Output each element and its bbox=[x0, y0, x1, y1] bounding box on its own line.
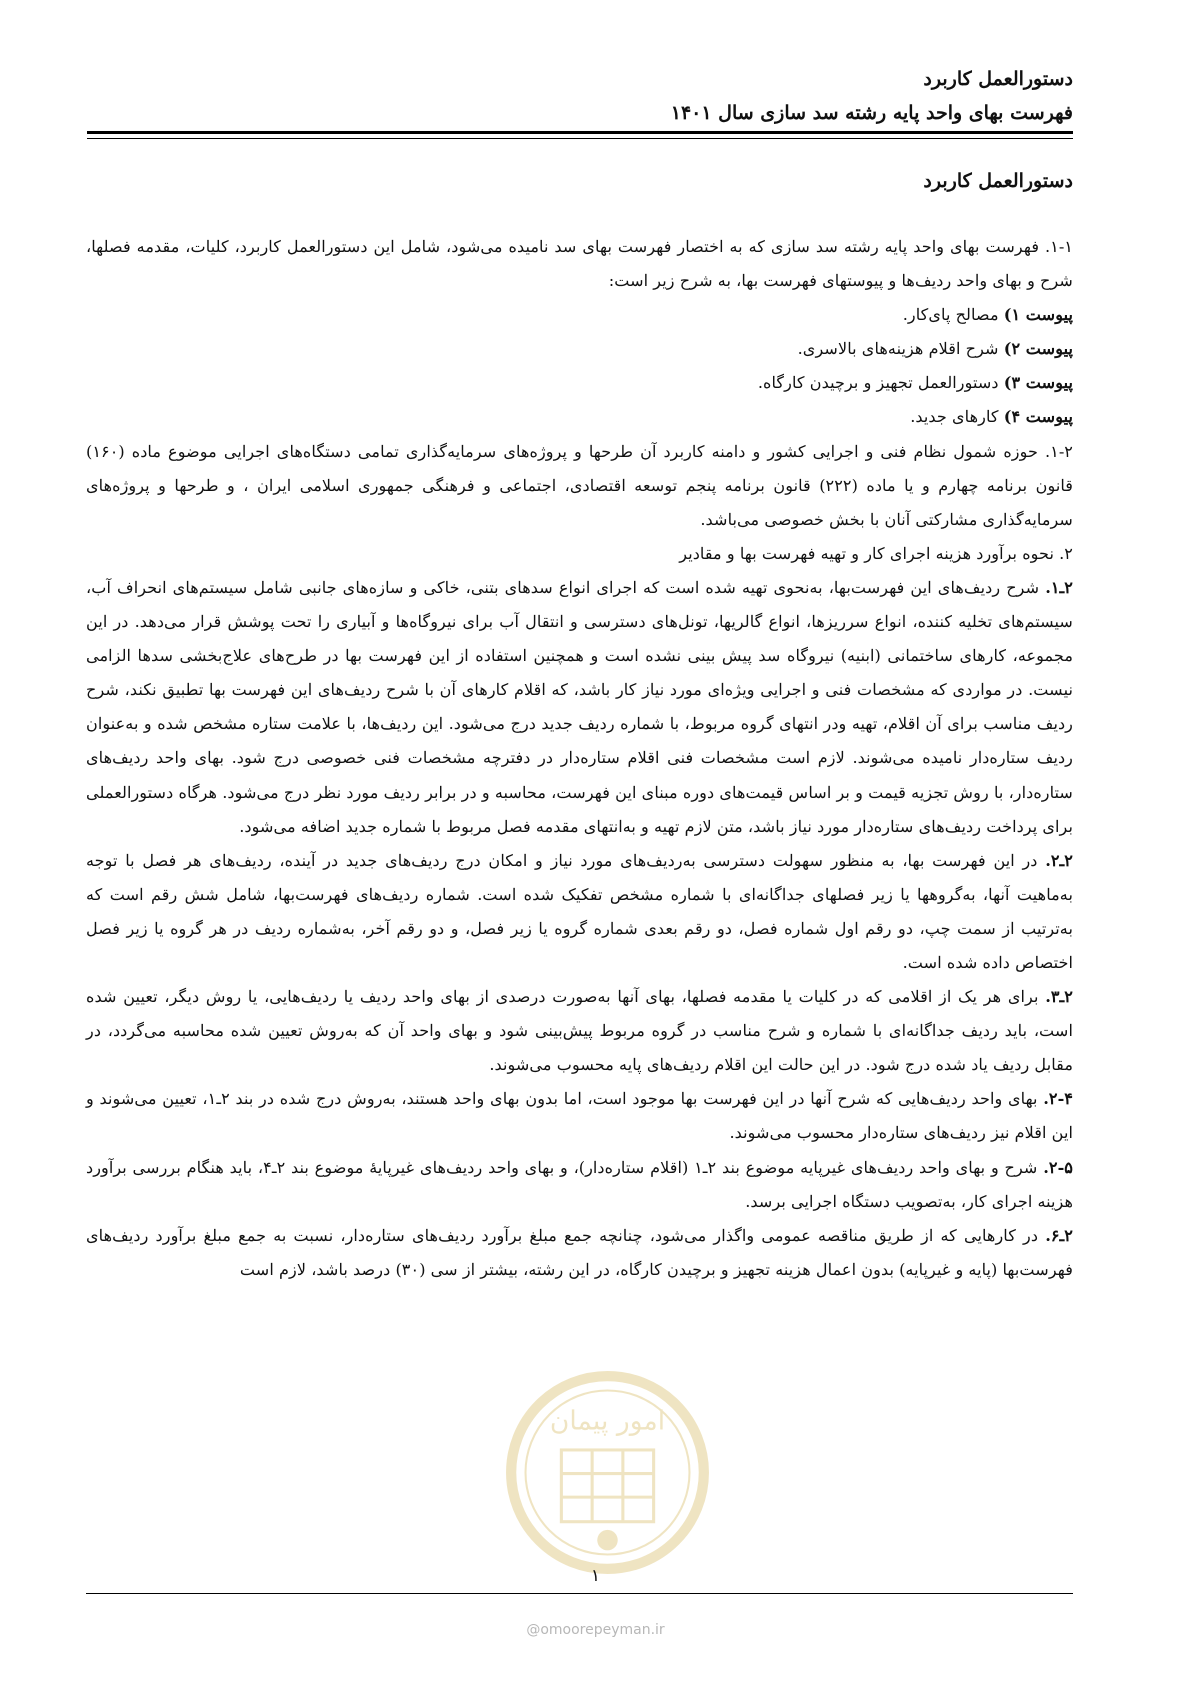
annex-label: پیوست ۲) bbox=[1003, 339, 1073, 359]
header-line-2: فهرست بهای واحد پایه رشته سد سازی سال ۱۴۰۱ bbox=[670, 102, 1073, 124]
annex-item-1 bbox=[86, 298, 1073, 332]
site-url-watermark: @omoorepeyman.ir bbox=[526, 1622, 665, 1638]
clause-text: برای هر یک از اقلامی که در کلیات یا مقدمه فصلها، بهای آنها به‌صورت درصدی از بهای واحد ردیف یا ردیف‌هایی، یا روش دیگر، تعیین شده است، باید ردیف جداگانه‌ای با شماره و شرح مناسب در گروه مربوط پیش‌بینی شود و بهای واحد آن که به‌روش تعیین شده محاسبه می‌گردد، در مقابل ردیف یاد شده درج شود. در این حالت این اقلام ردیف‌های پایه محسوب می‌شوند. bbox=[86, 987, 1073, 1075]
page-number: ۱ bbox=[590, 1566, 601, 1586]
annex-label: پیوست ۴) bbox=[1003, 407, 1073, 427]
running-header bbox=[671, 62, 1073, 130]
header-rule-thick bbox=[87, 131, 1073, 134]
paragraph-1-1: ۱-۱. فهرست بهای واحد پایه رشته سد سازی که به اختصار فهرست بهای سد نامیده می‌شود، شامل این دستورالعمل کاربرد، کلیات، مقدمه فصلها، شرح و بهای واحد ردیف‌ها و پیوستهای فهرست بها، به شرح زیر است: bbox=[86, 237, 1073, 291]
paragraph-2: ۲. نحوه برآورد هزینه اجرای کار و تهیه فهرست بها و مقادیر bbox=[679, 543, 1073, 563]
header-rule-thin bbox=[87, 138, 1073, 139]
clause-text: شرح ردیف‌های این فهرست‌بها، به‌نحوی تهیه شده است که اجرای انواع سدهای بتنی، خاکی و سازه‌های جانبی شامل سیستم‌های انحراف آب، سیستم‌های تخلیه کننده، انواع سرریزها، انواع گالریها، تونل‌های دسترسی و انتقال آب برای نیروگاه‌ها و آبیاری را تحت پوشش قرار می‌دهد. در این مجموعه، کارهای ساختمانی (ابنیه) نیروگاه سد پیش بینی نشده است و همچنین استفاده از این فهرست بها در طرح‌های علاج‌بخشی سدها الزامی نیست. در مواردی که مشخصات فنی و اجرایی ویژه‌ای مورد نیاز کار باشد، که اقلام کارهای آن با شرح ردیف‌های این فهرست بها تطبیق نکند، شرح ردیف مناسب برای آن اقلام، تهیه ودر انتهای گروه مربوط، با شماره ردیف جدید درج می‌شود. این ردیف‌ها، با علامت ستاره مشخص شده و به‌عنوان ردیف ستاره‌دار نامیده می‌شوند. لازم است مشخصات فنی اقلام ستاره‌دار در دفترچه مشخصات فنی خصوصی درج شود. بهای واحد ردیف‌های ستاره‌دار، با روش تجزیه قیمت و بر اساس قیمت‌های دوره مبنای این فهرست، محاسبه و در برابر ردیف مورد نظر درج می‌شود. هرگاه دستورالعملی برای پرداخت ردیف‌های ستاره‌دار مورد نیاز باشد، متن لازم تهیه و به‌انتهای مقدمه فصل مربوط با شماره جدید اضافه می‌شود. bbox=[86, 577, 1073, 836]
clause-number: ۲-۵. bbox=[1043, 1157, 1073, 1177]
paragraph-2-5 bbox=[86, 1151, 1073, 1219]
header-line-1: دستورالعمل کاربرد bbox=[923, 68, 1073, 90]
paragraph-2-3 bbox=[86, 980, 1073, 1082]
paragraph-2-4 bbox=[86, 1082, 1073, 1150]
clause-text: شرح و بهای واحد ردیف‌های غیرپایه موضوع بند ۲ـ۱ (اقلام ستاره‌دار)، و بهای واحد ردیف‌های غیرپایهٔ موضوع بند ۲ـ۴، باید هنگام بررسی برآورد هزینه اجرای کار، به‌تصویب دستگاه اجرایی برسد. bbox=[86, 1157, 1073, 1211]
section-heading: دستورالعمل کاربرد bbox=[923, 170, 1073, 192]
paragraph-2-6 bbox=[86, 1219, 1073, 1287]
clause-text: بهای واحد ردیف‌هایی که شرح آنها در این فهرست بها موجود است، اما بدون بهای واحد هستند، به‌روش درج شده در بند ۲ـ۱، تعیین می‌شوند و این اقلام نیز ردیف‌های ستاره‌دار محسوب می‌شوند. bbox=[86, 1089, 1073, 1143]
annex-text: دستورالعمل تجهیز و برچیدن کارگاه. bbox=[757, 373, 1004, 393]
annex-label: پیوست ۱) bbox=[1003, 305, 1073, 325]
annex-item-3 bbox=[86, 366, 1073, 400]
annex-text: مصالح پای‌کار. bbox=[902, 305, 1004, 325]
clause-number: ۲-۴. bbox=[1043, 1089, 1073, 1109]
annex-label: پیوست ۳) bbox=[1003, 373, 1073, 393]
annex-item-4 bbox=[86, 400, 1073, 434]
clause-number: ۲ـ۶. bbox=[1045, 1225, 1073, 1245]
footer-rule bbox=[86, 1593, 1073, 1594]
watermark-text: امور پیمان bbox=[549, 1405, 666, 1437]
omoorepeyman-logo-watermark bbox=[505, 1370, 710, 1575]
clause-number: ۲ـ۱. bbox=[1045, 577, 1073, 597]
clause-text: در این فهرست بها، به منظور سهولت دسترسی به‌ردیف‌های مورد نیاز و امکان درج ردیف‌های جدید در آینده، ردیف‌های هر فصل با توجه به‌ماهیت آنها، به‌گروهها یا زیر فصلهای جداگانه‌ای با شماره مشخص تفکیک شده است. شماره ردیف‌های فهرست‌بها، شامل شش رقم است که به‌ترتیب از سمت چپ، دو رقم اول شماره فصل، دو رقم بعدی شماره گروه یا زیر فصل، و دو رقم آخر، به‌شماره ردیف در هر گروه یا زیر فصل اختصاص داده شده است. bbox=[86, 850, 1073, 972]
paragraph-1-2: ۱-۲. حوزه شمول نظام فنی و اجرایی کشور و دامنه کاربرد آن طرحها و پروژه‌های سرمایه‌گذاری تمامی دستگاه‌های اجرایی موضوع ماده (۱۶۰) قانون برنامه چهارم و یا ماده (۲۲۲) قانون برنامه پنجم توسعه اقتصادی، اجتماعی و فرهنگی جمهوری اسلامی ایران ، و طرحها و پروژه‌های سرمایه‌گذاری مشارکتی آنان با بخش خصوصی می‌باشد. bbox=[86, 441, 1073, 529]
clause-text: در کارهایی که از طریق مناقصه عمومی واگذار می‌شود، چنانچه جمع مبلغ برآورد ردیف‌های ستاره‌دار، نسبت به جمع مبلغ برآورد ردیف‌های فهرست‌بها (پایه و غیرپایه) بدون اعمال هزینه تجهیز و برچیدن کارگاه، در این رشته، بیشتر از سی (۳۰) درصد باشد، لازم است bbox=[86, 1225, 1073, 1279]
annex-text: کارهای جدید. bbox=[910, 407, 1004, 427]
annex-text: شرح اقلام هزینه‌های بالاسری. bbox=[797, 339, 1004, 359]
paragraph-2-1 bbox=[86, 571, 1073, 844]
clause-number: ۲ـ۲. bbox=[1045, 850, 1073, 870]
clause-number: ۲ـ۳. bbox=[1045, 987, 1073, 1007]
annex-item-2 bbox=[86, 332, 1073, 366]
document-body bbox=[86, 230, 1073, 1287]
paragraph-2-2 bbox=[86, 844, 1073, 980]
